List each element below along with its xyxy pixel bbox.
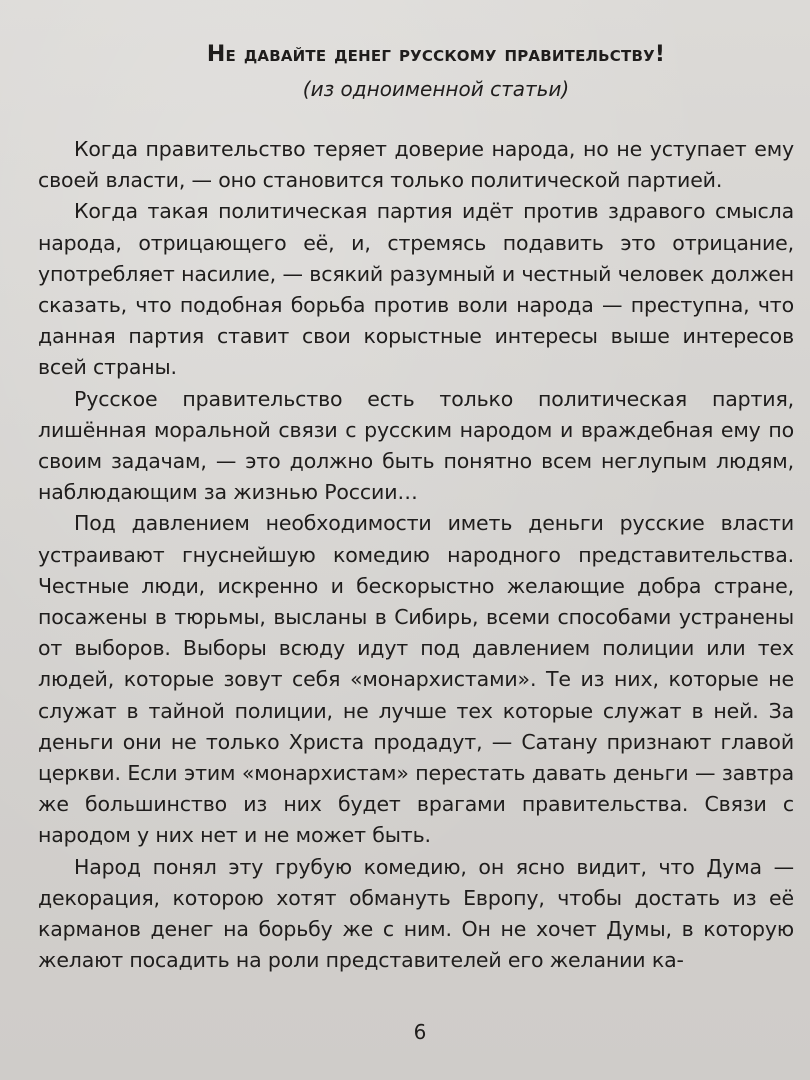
paragraph-5: Народ понял эту грубую комедию, он ясно видит, что Дума — декорация, которою хотят обмануть Европу, чтобы достать из её карманов денег на борьбу же с ним. Он не хочет Думы, в которую желают посадить на роли представителей его желании ка- (38, 854, 794, 973)
article-subtitle: (из одноименной статьи) (302, 77, 570, 101)
paragraph-2: Когда такая политическая партия идёт против здравого смысла народа, отрицающего её, и, стремясь подавить это отрицание, употребляет насилие, — всякий разумный и честный человек должен сказать, что подобная борьба против воли народа — преступна, что данная партия ставит свои корыстные интересы выше интересов всей страны. (38, 199, 794, 380)
article-body (38, 134, 794, 976)
paragraph-1: Когда правительство теряет доверие народа, но не уступает ему своей власти, — оно становится только политической партией. (38, 137, 794, 193)
paragraph-4: Под давлением необходимости иметь деньги русские власти устраивают гнуснейшую комедию народного представительства. Честные люди, искренно и бескорыстно желающие добра стране, посажены в тюрьмы, высланы в Сибирь, всеми способами устранены от выборов. Выборы всюду идут под давлением полиции или тех людей, которые зовут себя «монархистами». Те из них, которые не служат в тайной полиции, не лучше тех которые служат в ней. За деньги они не только Христа продадут, — Сатану признают главой церкви. Если этим «монархистам» перестать давать деньги — завтра же большинство из них будет врагами правительства. Связи с народом у них нет и не может быть. (38, 511, 794, 848)
paragraph-3: Русское правительство есть только политическая партия, лишённая моральной связи с русским народом и враждебная ему по своим задачам, — это должно быть понятно всем неглупым людям, наблюдающим за жизнью России… (38, 386, 794, 505)
page-number: 6 (413, 1020, 427, 1044)
article-title: Не давайте денег русскому правительству! (206, 42, 666, 67)
